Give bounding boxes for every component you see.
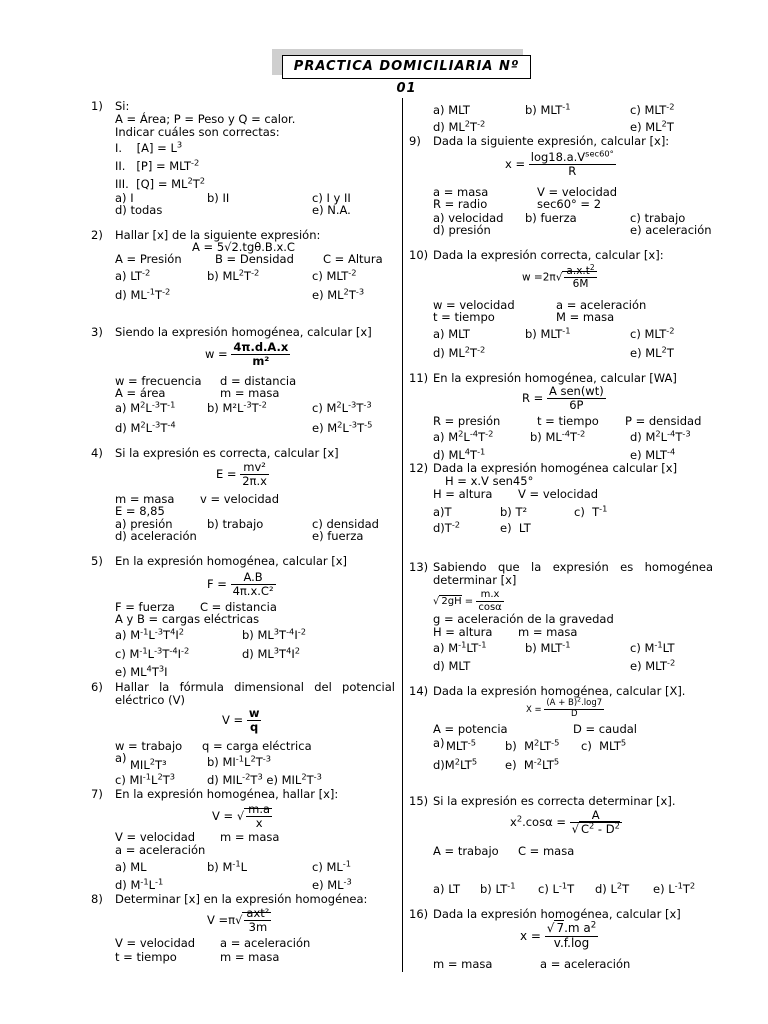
option: b) $M^2L^{-3}T^{-2}$ [207,399,267,415]
option: a) MLT [433,327,470,341]
option: e) fuerza [312,529,364,543]
option: d) todas [115,203,163,217]
option: a) [115,751,127,765]
formula: F = $\frac{A.B}{\text{4π.x.C²}}$ [207,570,274,599]
option: c) $M^{-1}LT$ [630,639,675,655]
option: e) $ML^2T$ [630,118,674,134]
option: d) MLT [433,659,471,673]
option: b) T² [500,505,528,519]
formula: V =π√ $\frac{\text{axt²}}{3m}$ [207,906,270,935]
option: b) $M^2LT^{-5}$ [505,737,560,753]
option: e) $L^{-1}T^2$ [653,880,696,896]
option: d) $ML^4T^{-1}$ [433,446,486,462]
option: a) MLT [433,103,470,117]
option: $d)T^{-2}$ [433,519,461,535]
formula: x = $\frac{\log 18.a.V^{sec60^\circ}}{R}$ [505,148,614,179]
option: c) $M^{-1}L^{-3}T^{-4}I^{-2}$ [115,645,190,661]
option: $MLT^{-5}$ [446,737,477,753]
option: d) $L^2T$ [595,880,630,896]
option: c) trabajo [630,211,686,225]
option: b) $ML^{-4}T^{-2}$ [530,428,586,444]
formula: A = 5√2.tgθ.B.x.C [192,240,295,254]
option: a) [433,736,445,750]
formula: w = $\frac{4\pi.d.A.x}{\text{m²}}$ [205,340,289,369]
option: d) $ML^2T^{-2}$ [433,344,486,360]
formula: H = x.V sen45° [445,474,534,488]
option: a) presión [115,517,173,531]
formula: E = $\frac{\text{mv²}}{2\pi.x}$ [216,460,267,489]
option: a) $M^{-1}L^{-3}T^4I^2$ [115,626,185,642]
formula: w =2π√ $\frac{a.x.t^2}{6M}$ [522,262,595,291]
option: c) $L^{-1}T$ [538,880,575,896]
option: d) $M^{-1}L^{-1}$ [115,876,164,892]
option: e) $ML^4T^3I$ [115,663,168,679]
option: e) $MLT^{-2}$ [630,657,676,673]
page-title: PRACTICA DOMICILIARIA Nº 01 [282,55,531,79]
option: a)T [433,505,452,519]
option: a) $M^2L^{-3}T^{-1}$ [115,399,176,415]
formula: V = √ $\frac{m.a}{x}$ [212,802,271,831]
option: b) fuerza [525,211,577,225]
option: c) MLT$^5$ [581,737,627,753]
option: a) I [115,191,134,205]
option: b) trabajo [207,517,264,531]
option: e) $M^{-2}LT^5$ [505,756,560,772]
option: a) $M^2L^{-4}T^{-2}$ [433,428,494,444]
option: $d)M^2LT^5$ [433,756,478,772]
option: b) $ML^3T^{-4}I^{-2}$ [242,626,306,642]
column-divider [402,98,403,972]
formula: X = $\frac{(A + B)^2.\log 7}{D}$ [526,696,603,719]
option: b) II [207,191,230,205]
option: d) $MIL^{-2}T^3$ e) $MIL^2T^{-3}$ [207,771,322,787]
option: e) $ML^2T$ [630,344,674,360]
option: c) I y II [312,191,351,205]
option: b) $MI^{-1}L^2T^{-3}$ [207,753,271,769]
option: a) $M^{-1}LT^{-1}$ [433,639,487,655]
option: e) $M^2L^{-3}T^{-5}$ [312,419,373,435]
option: c) $T^{-1}$ [574,503,608,519]
option: c) densidad [312,517,379,531]
option: c) $ML^{-1}$ [312,858,352,874]
option: a) velocidad [433,211,504,225]
question-number: 1) [91,99,103,113]
option: b) $LT^{-1}$ [480,880,516,896]
option: d) $ML^{-1}T^{-2}$ [115,286,171,302]
option: b) $MLT^{-1}$ [525,101,571,117]
option: e) $ML^{-3}$ [312,876,352,892]
formula: √ 2gH = $\frac{m.x}{\cos\alpha}$ [433,589,502,613]
option: b) $ML^2T^{-2}$ [207,267,260,283]
option: e) N.A. [312,203,351,217]
option: e) aceleración [630,223,712,237]
formula: x = $\frac{√ 7.m a^2}{v.f.\log}$ [520,920,597,950]
option: a) LT [433,882,461,896]
option: c) $M^2L^{-3}T^{-3}$ [312,399,372,415]
option: b) $M^{-1}L$ [207,858,248,874]
option: e) LT [500,521,531,535]
option: e) $ML^2T^{-3}$ [312,286,365,302]
option: c) $MLT^{-2}$ [312,267,357,283]
option: c) $MLT^{-2}$ [630,325,675,341]
option: a) ML [115,860,147,874]
formula: V = $\frac{w}{q}$ [222,706,260,735]
formula: $x^2.\cos\alpha$ = $\frac{A}{√ C^2 - D^2}$ [510,808,620,837]
option: b) $MLT^{-1}$ [525,325,571,341]
option: d) $M^2L^{-3}T^{-4}$ [115,419,176,435]
option: c) $MI^{-1}L^2T^3$ [115,771,176,787]
option: d) $M^2L^{-4}T^{-3}$ [630,428,691,444]
option: d) $ML^3T^4I^2$ [242,645,301,661]
option: d) $ML^2T^{-2}$ [433,118,486,134]
option: MIL$^2$T³ [130,756,167,772]
option: a) $LT^{-2}$ [115,267,151,283]
option: d) aceleración [115,529,197,543]
option: b) $MLT^{-1}$ [525,639,571,655]
question-text: Si: [115,99,130,113]
option: d) presión [433,223,491,237]
formula: R = $\frac{\text{A sen(wt)}}{6P}$ [522,384,604,413]
option: e) $MLT^{-4}$ [630,446,676,462]
option: c) $MLT^{-2}$ [630,101,675,117]
